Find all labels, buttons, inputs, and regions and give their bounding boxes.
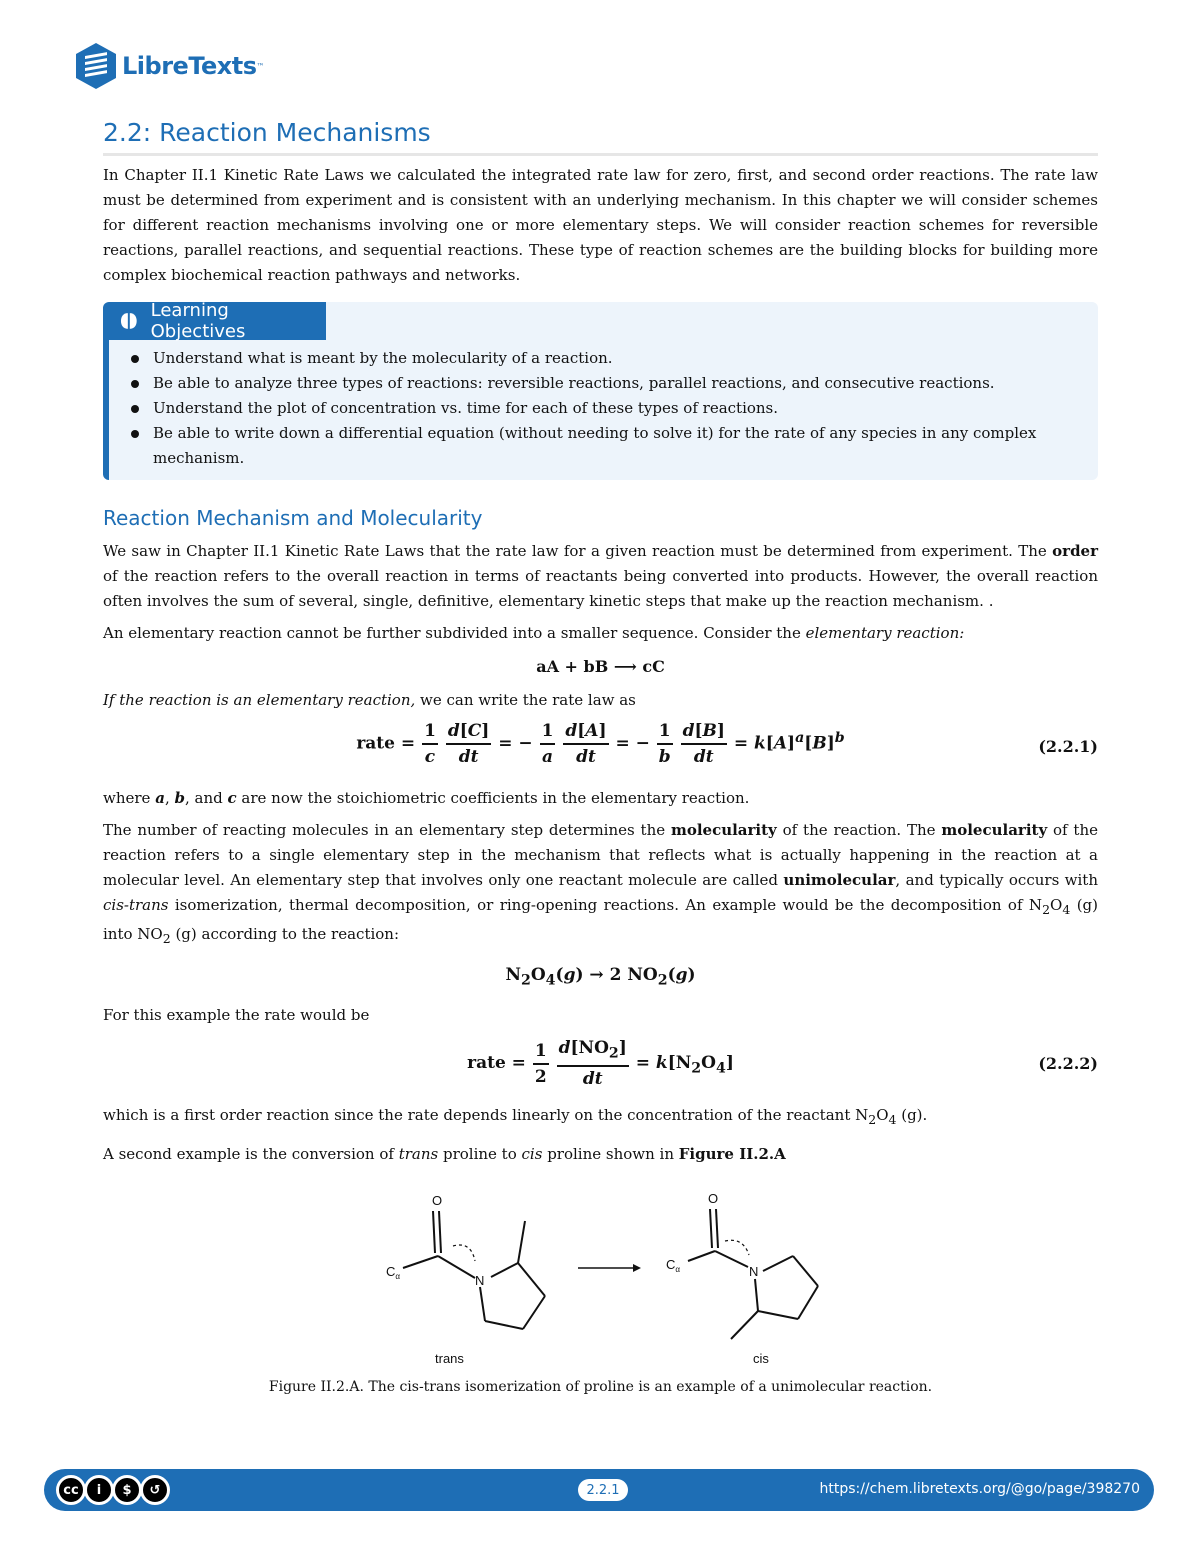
rate-no2-expression: rate = $\frac{1}{2}$ $\frac{d[NO_2]}{dt}$ = $k[N_2O_4]$ <box>467 1038 734 1090</box>
learning-objectives-box <box>103 302 1098 480</box>
calpha-label-trans: $C_\alpha$ <box>386 1264 401 1281</box>
oxygen-label-trans: O <box>432 1193 443 1208</box>
rate-law-expression: rate = $\frac{1}{c}$ $\frac{d[C]}{dt}$ = − $\frac{1}{a}$ $\frac{d[A]}{dt}$ = − $\frac{1}{b}$ $\frac{d[B]}{dt}$ = $k[A]^a[B]^b$ <box>356 721 845 767</box>
brain-icon <box>119 311 139 331</box>
page-footer <box>44 1469 1154 1511</box>
cis-label: cis <box>753 1351 769 1366</box>
paragraph-stoichiometric: where a, b, and c are now the stoichiometric coefficients in the elementary reaction. <box>103 789 750 807</box>
equation-number: (2.2.2) <box>1038 1054 1098 1073</box>
section-heading: Reaction Mechanism and Molecularity <box>103 506 483 530</box>
paragraph-rate-example: For this example the rate would be <box>103 1006 370 1024</box>
n2o4-decomposition-equation: $N_2O_4(g) \to 2$ $NO_2(g)$ <box>505 965 696 989</box>
sa-icon: ↺ <box>140 1475 170 1505</box>
by-icon: i <box>84 1475 114 1505</box>
page-url-link[interactable]: https://chem.libretexts.org/@go/page/398270 <box>819 1481 1140 1497</box>
equation-2-2-1 <box>103 719 1098 779</box>
proline-isomerization-diagram <box>103 1181 1098 1371</box>
paragraph-order: We saw in Chapter II.1 Kinetic Rate Laws that the rate law for a given reaction must be determined from experiment. The order of the reaction refers to the overall reaction in terms of reactants being converted into products. However, the overall reaction often involves the sum of several, single, definitive, elementary kinetic steps that make up the reaction mechanism. . <box>103 542 1098 610</box>
paragraph-rate-law-intro: If the reaction is an elementary reaction, we can write the rate law as <box>103 691 636 709</box>
oxygen-label-cis: O <box>708 1191 719 1206</box>
cc-license-badge[interactable] <box>56 1475 168 1505</box>
learning-objectives-title: Learning Objectives <box>150 300 246 342</box>
list-item: Be able to write down a differential equation (without needing to solve it) for the rate of any species in any complex mechanism. <box>127 421 1038 471</box>
paragraph-first-order: which is a first order reaction since the rate depends linearly on the concentration of the reactant $N_2O_4$ (g). <box>103 1106 928 1127</box>
logo-trademark: ™ <box>256 61 265 71</box>
page-number: 2.2.1 <box>578 1479 628 1501</box>
intro-paragraph: In Chapter II.1 Kinetic Rate Laws we calculated the integrated rate law for zero, first, and second order reactions. The rate law must be determined from experiment and is consistent with an underlying mechanism. In this chapter we will consider schemes for different reaction mechanisms involving one or more elementary steps. We will consider reaction schemes for reversible reactions, parallel reactions, and sequential reactions. These type of reaction schemes are the building blocks for building more complex biochemical reaction pathways and networks. <box>103 166 1098 284</box>
equation-2-2-2 <box>103 1036 1098 1096</box>
paragraph-proline: A second example is the conversion of trans proline to cis proline shown in Figure II.2.A <box>103 1145 786 1163</box>
logo-wordmark: LibreTexts <box>122 52 257 80</box>
figure-caption: Figure II.2.A. The cis-trans isomerization of proline is an example of a unimolecular reaction. <box>268 1379 933 1395</box>
proline-figure <box>103 1181 1098 1371</box>
paragraph-molecularity: The number of reacting molecules in an elementary step determines the molecularity of the reaction. The molecularity of the reaction refers to a single elementary step in the mechanism that reflects what is actually happening in the reaction at a molecular level. An elementary step that involves only one reactant molecule are called unimolecular, and typically occurs with cis-trans isomerization, thermal decomposition, or ring-opening reactions. An example would be the decomposition of $N_2O_4$ (g) into $NO_2$ (g) according to the reaction: <box>103 821 1099 946</box>
equation-number: (2.2.1) <box>1038 737 1098 756</box>
elementary-reaction-equation: aA + bB ⟶ cC <box>536 657 665 676</box>
page-title: 2.2: Reaction Mechanisms <box>103 118 1098 156</box>
paragraph-elementary: An elementary reaction cannot be further subdivided into a smaller sequence. Consider the elementary reaction: <box>103 624 965 642</box>
libretexts-logo-icon <box>74 41 118 91</box>
cc-icon: cc <box>56 1475 86 1505</box>
nc-icon: $ <box>112 1475 142 1505</box>
calpha-label-cis: $C_\alpha$ <box>666 1257 681 1274</box>
list-item: Understand what is meant by the molecularity of a reaction. <box>127 346 1038 371</box>
list-item: Be able to analyze three types of reactions: reversible reactions, parallel reactions, and consecutive reactions. <box>127 371 1038 396</box>
page-content <box>103 118 1098 1395</box>
nitrogen-label-trans: N <box>475 1273 485 1288</box>
trans-label: trans <box>435 1351 464 1366</box>
libretexts-logo[interactable] <box>74 40 265 92</box>
learning-objectives-list <box>127 346 1038 471</box>
nitrogen-label-cis: N <box>749 1264 759 1279</box>
list-item: Understand the plot of concentration vs. time for each of these types of reactions. <box>127 396 1038 421</box>
learning-objectives-header <box>109 302 326 340</box>
